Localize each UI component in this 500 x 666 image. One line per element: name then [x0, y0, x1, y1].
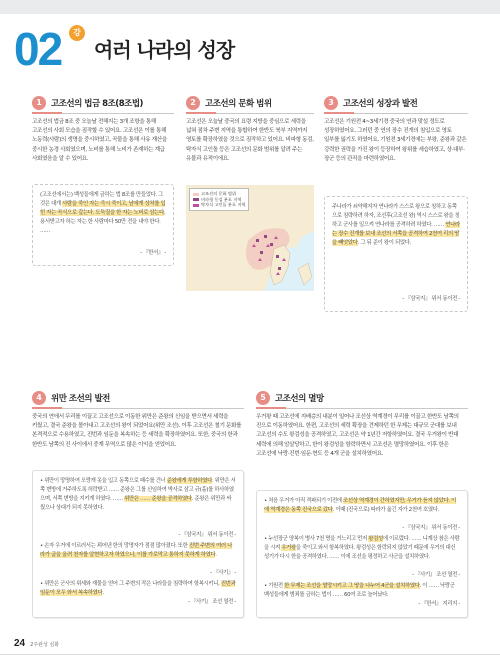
page-title: 여러 나라의 성장: [94, 38, 235, 62]
quote-text: 주나라가 쇠약해지자 연나라가 스스로 왕으로 칭하고 동쪽으로 침략하려 하자, 조선후(고조선 왕) 역시 스스로 왕을 칭하고 군사를 일으켜 연나라를 공격하려 하였다. …… 연나라는 장수 진개를 보내 조선의 서쪽을 공격하여 2천여 리의 땅을 빼앗았다. 그 뒤 준이 왕이 되었다.: [332, 204, 460, 246]
section-1: [32, 95, 174, 162]
quote-text: • 기원전 한 무제는 조선을 멸망시키고 그 땅을 나누어 4군을 설치하였다. 이 …… 낙랑군 백성들에게 범죄를 금하는 법이 …… 60여 조로 늘어났다.: [264, 583, 455, 598]
quote-text: • 누선장군 양복이 병사 7천 명을 거느리고 먼저 왕검성에 이르렀다. …… 니계상 참은 사람을 시켜 우거왕을 죽이고 와서 항복하였다. 왕검성은 함락되지 않았기 때문에 우거의 대신 성기가 다시 한을 공격하였다. …… 이에 조선을 평정하고 사군을 설치하였다.: [264, 536, 460, 560]
book-title: 2주완성 심화: [30, 642, 60, 648]
lesson-number: 02: [14, 23, 62, 75]
quote-text: • 손자 우거에 이르러서는 꾀어낸 한의 망명자가 점점 많아졌다. 또한 진번 주변의 여러 나라가 글을 올려 천자를 알현하고자 하였으나, 이를 가로막고 통하지 못하게 하였다.: [40, 543, 232, 558]
section-rule: [186, 113, 314, 114]
section-body: 중국의 연에서 무리를 이끌고 고조선으로 이동한 위만은 준왕의 신임을 받으면서 세력을 키웠고, 결국 준왕을 몰아내고 고조선의 왕이 되었어요(위만 조선). 이후 고조선은 철기 문화를 본격적으로 수용하였고, 진번과 임둔을 복속하는 등 세력을 확장하였어요. 또한, 중국의 한과 한반도 남쪽의 진 사이에서 중계 무역으로 많은 이익을 얻었어요.: [32, 414, 242, 448]
section-rule: [32, 408, 244, 409]
section-number: 2: [186, 96, 200, 110]
quote-text: • 처음 우거가 아직 격파되기 이전에 조선상 역계경이 간하였지만, 우거가 듣지 않았다. 이에 역계경은 동쪽 진국으로 갔다. 이때 (진국으로) 따라가 옮긴 자가 2천여 호였다.: [264, 498, 456, 513]
quote-source: - 『한서』 -: [140, 250, 166, 256]
quote-source: - 『사기』 -: [210, 570, 236, 576]
lesson-badge: 강: [69, 25, 85, 41]
section-body: 고조선의 법금 8조 중 오늘날 전해지는 3개 조항을 통해 고조선의 사회 모습을 짐작할 수 있어요. 고조선은 이를 통해 노동력(사람)의 생명을 중시하였고, 곡물을 통해 사유 재산을 중시한 농경 사회였으며, 노비를 통해 노비가 존재하는 계급 사회였음을 알 수 있어요.: [32, 119, 167, 162]
section-title: 고조선의 법금 8조(8조법): [51, 99, 143, 109]
map-legend: [189, 188, 249, 211]
quote-source: - 『삼국지』 위서 동이전 -: [402, 525, 460, 531]
section-number: 1: [32, 96, 46, 110]
section-body: 고조선은 기원전 4~3세기경 중국의 연과 맞설 정도로 성장하였어요. 그러던 중 연의 장수 진개의 침입으로 영토 일부를 잃기도 하였어요. 기원전 3세기경에는 부왕, 준왕과 같은 강력한 권력을 가진 왕이 등장하여 왕위를 세습하였고, 상·대부·장군 등의 관직을 마련하였어요.: [324, 119, 467, 162]
culture-range-map: [186, 185, 314, 291]
section-body: 고조선은 오늘날 중국의 요령 지방을 중심으로 세력을 넓혀 점차 주변 지역을 통합하여 한반도 북부 지역까지 영토를 확장하였을 것으로 짐작하고 있어요. 비파형 동검, 탁자식 고인돌 등은 고조선의 문화 범위를 알려 주는 유물과 유적이에요.: [186, 119, 314, 162]
quote-text: • 위만이 망명하여 오랑캐 옷을 입고 동쪽으로 패수를 건너 준왕에게 투항하였다. 위만은 서쪽 변방에 거주하도록 허락받고 …… 준왕은 그를 신임하여 박사로 삼고 규(홀)를 하사하였으며, 서쪽 변방을 지키게 하였다. …… 위만은 …… 준왕을 공격하였다. 준왕은 위만과 싸웠으나 상대가 되지 못하였다.: [40, 478, 236, 511]
quote-box: [256, 490, 468, 618]
section-body: 우거왕 때 고조선에 지배층의 내분이 일어나 조선상 역계경이 무리를 이끌고 한반도 남쪽의 진으로 이동하였어요. 한편, 고조선의 세력 확장을 견제하던 한 무제는 대규모 군대를 보내 고조선의 수도 왕검성을 공격하였고, 고조선은 약 1년간 저항하였어요. 결국 우거왕이 반대 세력에 의해 암살당하고, 한이 왕검성을 함락하면서 고조선은 멸망하였어요. 이후 한은 고조선에 낙랑·진번·임둔·현도 등 4개 군을 설치하였어요.: [256, 414, 459, 457]
quote-source: - 『삼국지』 위서 동이전 -: [178, 532, 236, 538]
quote-box: [324, 196, 468, 312]
quote-text: • 위만은 군사의 위세와 재물을 얻어 그 주변의 작은 나라들을 침략하여 항복시키니, 진번과 임둔이 모두 와서 복속하였다.: [40, 581, 236, 596]
section-2: [186, 95, 314, 162]
page-footer: [14, 638, 59, 649]
section-number: 3: [324, 96, 338, 110]
quote-text: (고조선에서는) 백성들에게 금하는 법 8조를 만들었다. 그것은 대개 사람을 죽인 자는 즉시 죽이고, 남에게 상처를 입힌 자는 곡식으로 갚는다. 도둑질을 한 자는 노비로 삼는다, 용서받고자 하는 자는 한 사람마다 50만 전을 내야 한다. ……: [40, 192, 166, 234]
legend-item: 탁자식 고인돌 분포 지역: [193, 202, 245, 208]
section-3: [324, 95, 468, 162]
legend-item: 비파형 동검 분포 지역: [193, 197, 245, 203]
quote-box: [32, 184, 174, 266]
section-title: 위만 조선의 발전: [51, 394, 110, 404]
quote-source: - 『삼국지』 위서 동이전 -: [402, 296, 460, 302]
section-title: 고조선의 멸망: [275, 394, 324, 404]
quote-box: [32, 470, 244, 618]
quote-source: - 『사기』 조선 열전 -: [188, 599, 236, 605]
section-4: [32, 390, 244, 448]
section-number: 5: [256, 391, 270, 405]
section-title: 고조선의 문화 범위: [205, 99, 272, 109]
section-rule: [32, 113, 174, 114]
quote-source: - 『한서』 지리지 -: [418, 601, 460, 607]
section-number: 4: [32, 391, 46, 405]
header-bar: [0, 0, 500, 14]
quote-source: - 『사기』 조선 열전 -: [412, 572, 460, 578]
section-5: [256, 390, 468, 457]
legend-item: 고조선의 문화 범위: [193, 191, 245, 197]
section-rule: [256, 408, 468, 409]
section-title: 고조선의 성장과 발전: [343, 99, 418, 109]
land-japan: [298, 263, 312, 285]
section-rule: [324, 113, 468, 114]
page-number: 24: [14, 638, 26, 649]
footer-rule: [0, 654, 500, 655]
